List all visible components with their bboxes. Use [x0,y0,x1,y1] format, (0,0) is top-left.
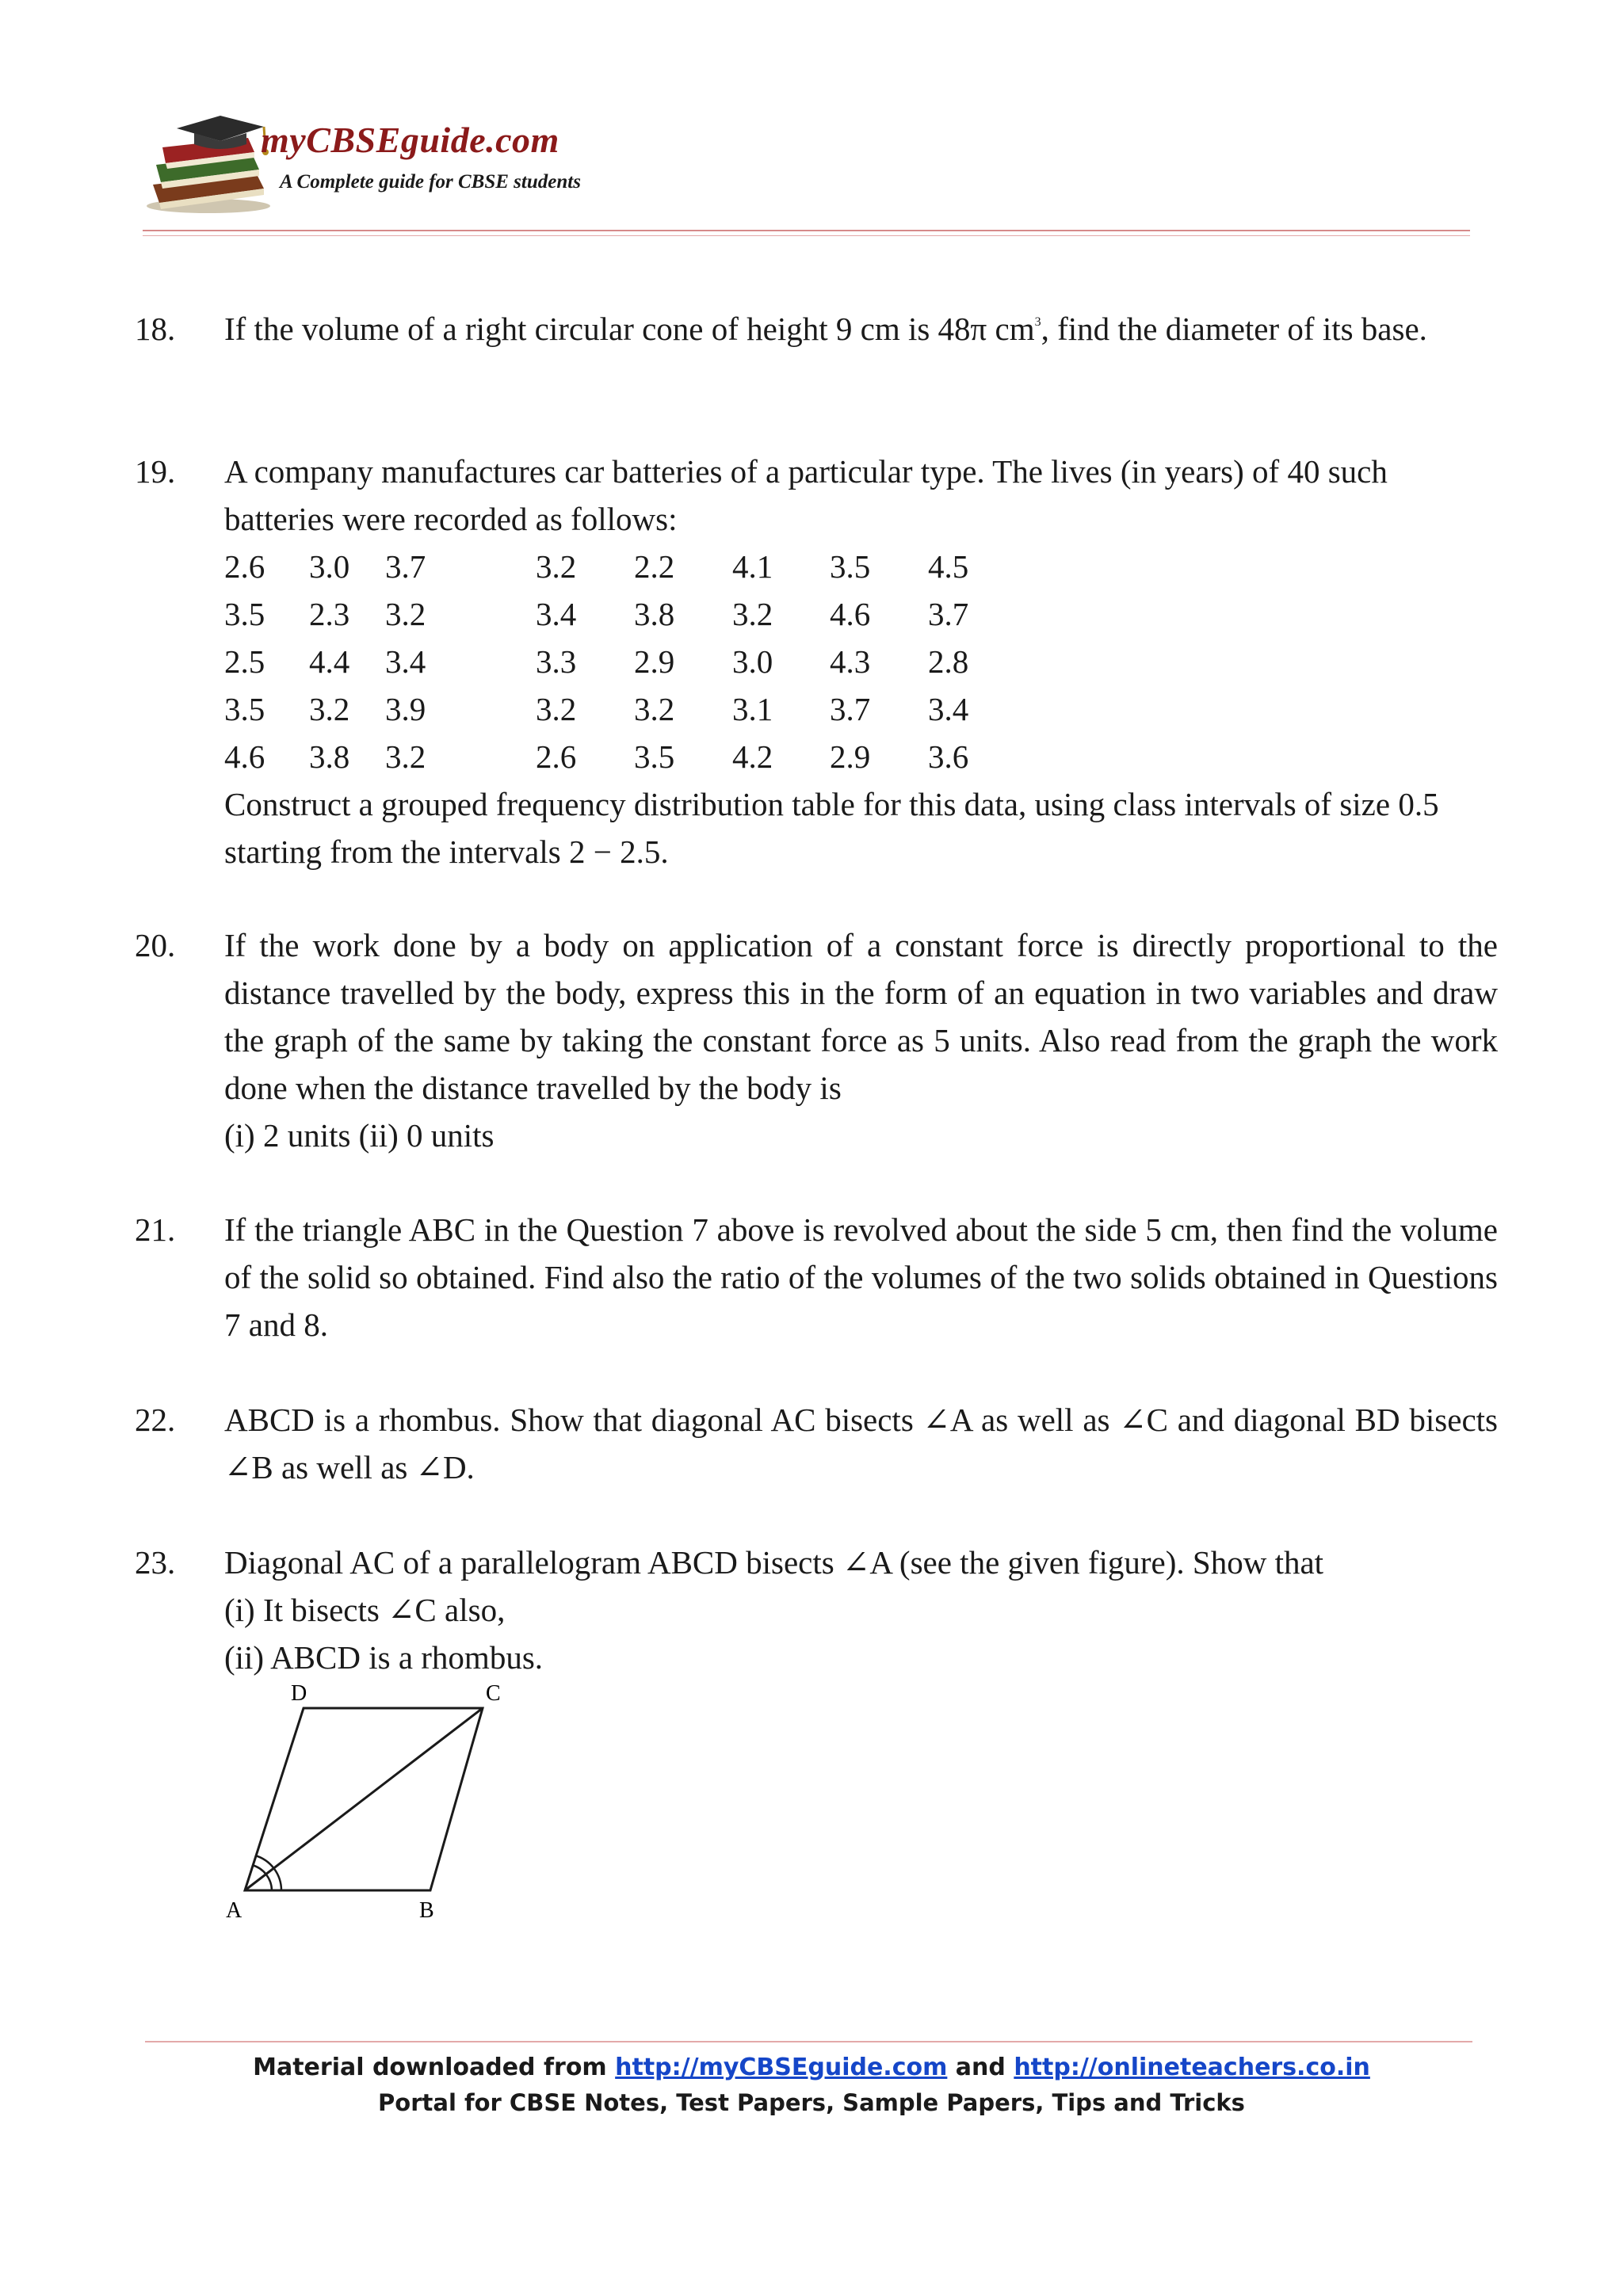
data-cell: 3.2 [309,691,350,727]
data-cell: 3.0 [309,548,350,585]
question-text [224,1539,1498,1681]
diagonal-ac [245,1708,483,1890]
question-text [224,305,1498,353]
data-cell: 3.2 [385,738,426,775]
data-cell: 3.7 [928,596,969,632]
data-row [224,543,1498,590]
question-text: ABCD is a rhombus. Show that diagonal AC bisects ∠A as well as ∠C and diagonal BD bisects ∠B as well as ∠D. [224,1402,1498,1486]
vertex-label-a: A [226,1898,242,1923]
data-cell: 3.5 [830,548,871,585]
header-divider-thin [143,235,1470,236]
data-cell: 4.3 [830,643,871,680]
mycbseguide-link[interactable]: http://myCBSEguide.com [615,2054,948,2081]
data-cell: 3.2 [732,596,773,632]
question-number: 20. [135,927,176,963]
parallelogram-figure [218,1681,519,1935]
question-text: If the triangle ABC in the Question 7 above is revolved about the side 5 cm, then find the volume of the solid so obtained. Find also the ratio of the volumes of the two solids obtained in Questions 7 and 8. [224,1211,1498,1343]
question-text-part: , find the diameter of its base. [1041,311,1427,347]
data-row [224,590,1498,638]
footer-line-1 [0,2050,1623,2085]
data-cell: 3.4 [385,643,426,680]
question-outro: Construct a grouped frequency distribution table for this data, using class intervals of size 0.5 starting from the intervals 2 − 2.5. [224,786,1439,870]
data-cell: 3.4 [536,596,577,632]
data-cell: 4.5 [928,548,969,585]
site-tagline: A Complete guide for CBSE students [280,171,581,193]
data-cell: 2.6 [536,738,577,775]
question-number: 23. [135,1544,176,1581]
data-cell: 3.2 [385,596,426,632]
question-main-text: Diagonal AC of a parallelogram ABCD bisects ∠A (see the given figure). Show that [224,1544,1324,1581]
data-cell: 2.9 [634,643,675,680]
question-parts: (i) 2 units (ii) 0 units [224,1117,495,1154]
data-cell: 3.5 [634,738,675,775]
data-cell: 3.2 [634,691,675,727]
books-logo-icon [145,109,280,216]
data-cell: 3.2 [536,691,577,727]
question-intro: A company manufactures car batteries of a particular type. The lives (in years) of 40 such batteries were recorded as follows: [224,453,1388,537]
header-divider [143,230,1470,231]
data-cell: 3.0 [732,643,773,680]
data-row [224,638,1498,685]
vertex-label-d: D [291,1681,307,1706]
data-cell: 3.7 [385,548,426,585]
battery-data-table [224,543,1498,780]
data-cell: 2.9 [830,738,871,775]
question-text [224,448,1498,875]
question-part-ii: (ii) ABCD is a rhombus. [224,1639,544,1676]
question-number: 21. [135,1211,176,1248]
data-cell: 2.2 [634,548,675,585]
page-footer [0,2050,1623,2120]
question-number: 18. [135,311,176,347]
question-text [224,921,1498,1159]
data-cell: 3.1 [732,691,773,727]
data-row [224,733,1498,780]
data-row [224,685,1498,733]
data-cell: 3.7 [830,691,871,727]
footer-divider [145,2041,1472,2042]
data-cell: 4.6 [224,738,265,775]
data-cell: 2.6 [224,548,265,585]
data-cell: 3.5 [224,691,265,727]
data-cell: 2.5 [224,643,265,680]
footer-prefix: Material downloaded from [253,2054,616,2081]
data-cell: 3.3 [536,643,577,680]
footer-middle: and [947,2054,1014,2081]
question-main-text: If the work done by a body on application of a constant force is directly proportional to the distance travelled by the body, express this in the form of an equation in two variables and draw the graph of the same by taking the constant force as 5 units. Also read from the graph the work done when the distance travelled by the body is [224,927,1498,1106]
site-logo[interactable] [145,109,613,216]
data-cell: 3.5 [224,596,265,632]
data-cell: 4.2 [732,738,773,775]
vertex-label-b: B [419,1898,434,1923]
onlineteachers-link[interactable]: http://onlineteachers.co.in [1014,2054,1370,2081]
question-number: 22. [135,1402,176,1438]
data-cell: 2.8 [928,643,969,680]
data-cell: 4.6 [830,596,871,632]
data-cell: 3.4 [928,691,969,727]
data-cell: 3.6 [928,738,969,775]
data-cell: 4.4 [309,643,350,680]
data-cell: 3.8 [634,596,675,632]
data-cell: 4.1 [732,548,773,585]
data-cell: 3.9 [385,691,426,727]
question-text-part: If the volume of a right circular cone of height 9 cm is 48π cm [224,311,1035,347]
data-cell: 3.2 [536,548,577,585]
footer-line-2: Portal for CBSE Notes, Test Papers, Sample Papers, Tips and Tricks [378,2089,1245,2116]
question-part-i: (i) It bisects ∠C also, [224,1592,506,1628]
site-name: myCBSEguide.com [261,120,559,160]
data-cell: 3.8 [309,738,350,775]
vertex-label-c: C [486,1681,501,1706]
question-number: 19. [135,453,176,490]
superscript: 3 [1034,315,1041,329]
data-cell: 2.3 [309,596,350,632]
